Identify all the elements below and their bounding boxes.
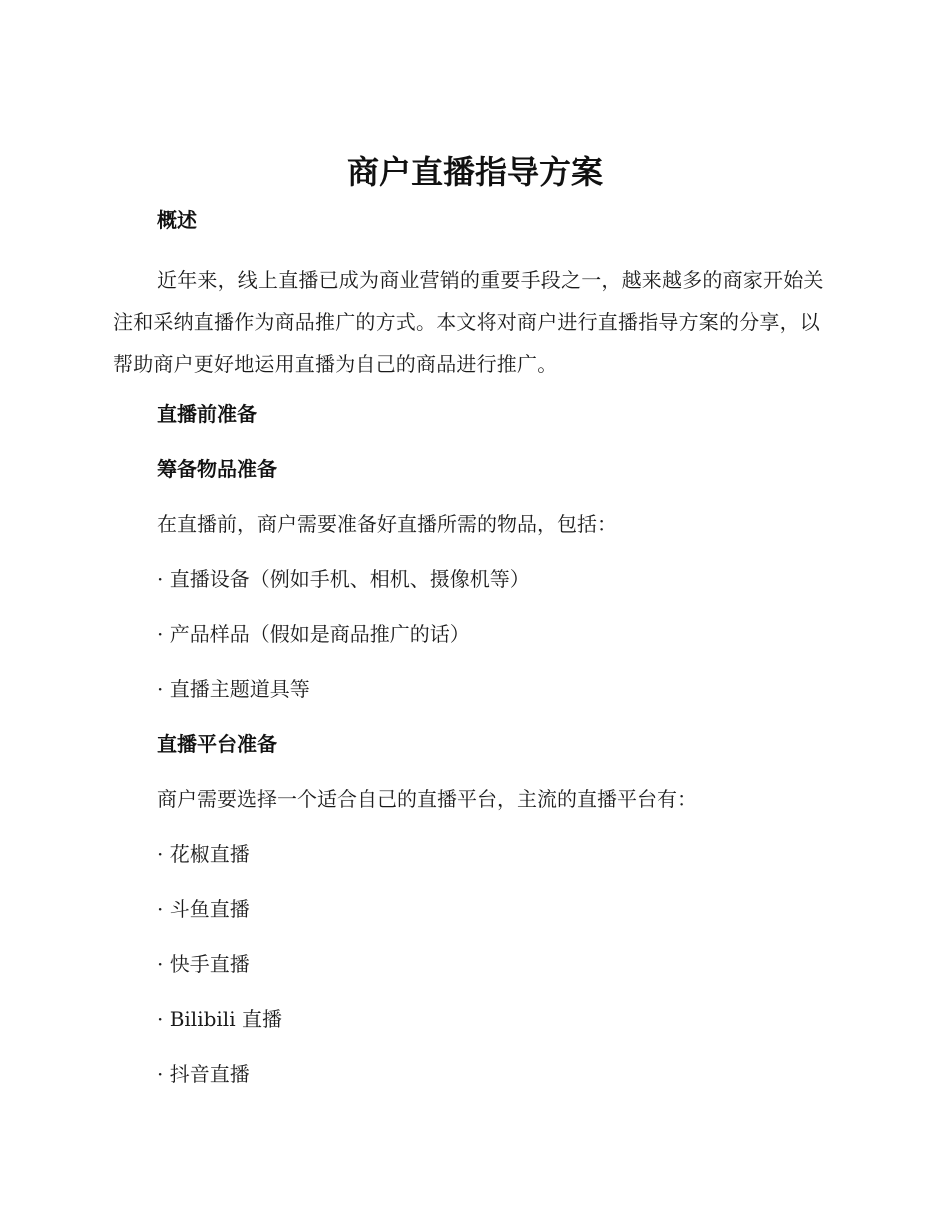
- subsection-heading-platform: 直播平台准备: [157, 732, 277, 756]
- list-item: · 抖音直播: [157, 1062, 250, 1086]
- subsection-heading-items: 筹备物品准备: [157, 457, 277, 481]
- document-title: 商户直播指导方案: [346, 153, 603, 191]
- list-item: · 产品样品（假如是商品推广的话）: [157, 622, 470, 646]
- section-heading-overview: 概述: [157, 208, 197, 232]
- items-intro-paragraph: 在直播前，商户需要准备好直播所需的物品，包括：: [157, 512, 617, 536]
- list-item: · 直播设备（例如手机、相机、摄像机等）: [157, 567, 530, 591]
- list-item: · 直播主题道具等: [157, 677, 310, 701]
- section-heading-preparation: 直播前准备: [157, 402, 257, 426]
- list-item: · Bilibili 直播: [157, 1007, 282, 1031]
- list-item: · 快手直播: [157, 952, 250, 976]
- overview-paragraph: 近年来，线上直播已成为商业营销的重要手段之一，越来越多的商家开始关注和采纳直播作为商品推广的方式。本文将对商户进行直播指导方案的分享，以帮助商户更好地运用直播为自己的商品进行推广。: [113, 268, 824, 376]
- list-item: · 斗鱼直播: [157, 897, 250, 921]
- platform-intro-paragraph: 商户需要选择一个适合自己的直播平台，主流的直播平台有：: [157, 787, 697, 811]
- list-item: · 花椒直播: [157, 842, 250, 866]
